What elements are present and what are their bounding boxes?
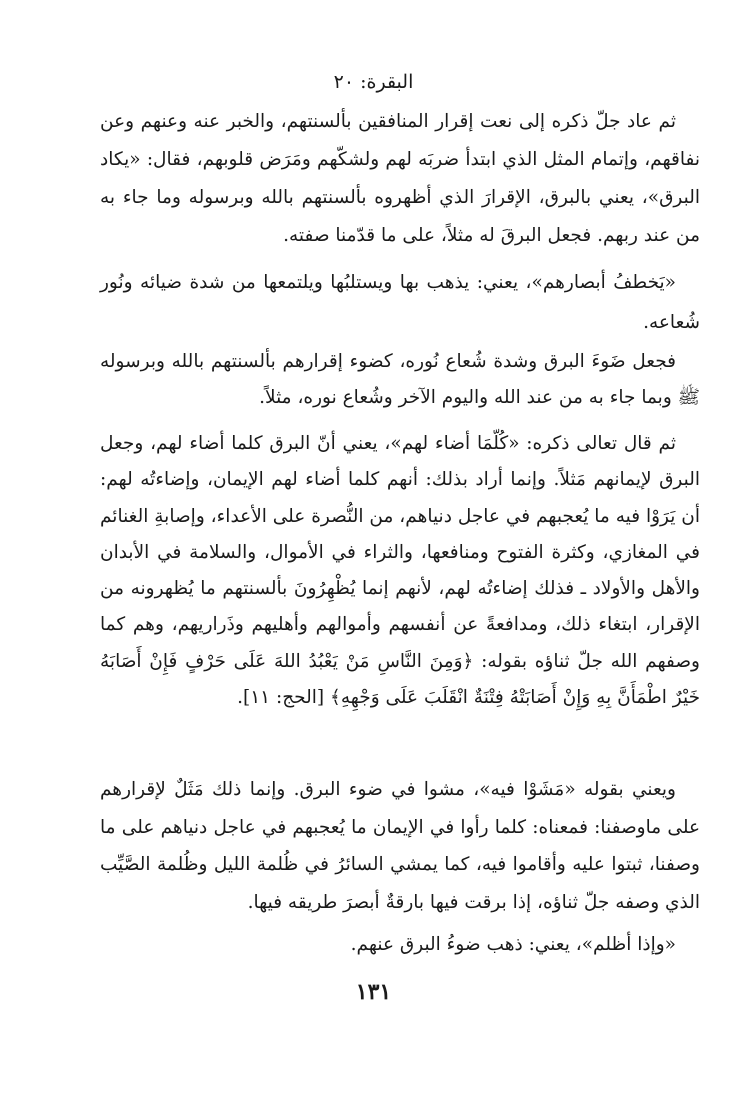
paragraph-3 — [100, 344, 700, 416]
page-header: البقرة: ٢٠ — [333, 71, 414, 93]
paragraph-5 — [100, 771, 700, 921]
paragraph-1 — [100, 103, 700, 255]
paragraph-text: «وإذا أظلم»، يعني: ذهب ضوءُ البرق عنهم. — [350, 934, 676, 955]
paragraph-text: ثم قال تعالى ذكره: «كُلّمَا أضاء لهم»، يعني أنّ البرق كلما أضاء لهم، وجعل البرق لإيمانهم مَثلاً. وإنما أراد بذلك: أنهم كلما أضاء لهم الإيمان، وإضاءتُه لهم: أن يَرَوْا فيه ما يُعجبهم في عاجل دنياهم، من النُّصرة على الأعداء، وإصابةِ الغنائم في المغازي، وكثرة الفتوح ومنافعها، والثراء في الأموال، والسلامة في الأبدان والأهل والأولاد ـ فذلك إضاءتُه لهم، لأنهم إنما يُظْهِرُونَ بألسنتهم ما يُظهرونه من الإقرار، ابتغاء ذلك، ومدافعةً عن أنفسهم وأموالهم وأهليهم وذَراريهم، وهم كما وصفهم الله جلّ ثناؤه بقوله: ﴿وَمِنَ النَّاسِ مَنْ يَعْبُدُ اللهَ عَلَى حَرْفٍ فَإِنْ أَصَابَهُ خَيْرٌ اطْمَأَنَّ بِهِ وَإِنْ أَصَابَتْهُ فِتْنَةٌ انْقَلَبَ عَلَى وَجْهِهِ﴾ [الحج: ١١]. — [100, 433, 700, 709]
paragraph-6 — [100, 926, 700, 964]
paragraph-text: فجعل ضَوءَ البرق وشدة شُعاع نُوره، كضوء إقرارهم بألسنتهم بالله وبرسوله ﷺ وبما جاء به من عند الله واليوم الآخر وشُعاع نوره، مثلاً. — [100, 351, 700, 408]
paragraph-2 — [100, 263, 700, 343]
paragraph-text: ثم عاد جلّ ذكره إلى نعت إقرار المنافقين بألسنتهم، والخبر عنه وعنهم وعن نفاقهم، وإتمام المثل الذي ابتدأ ضربَه لهم ولشكّهم ومَرَض قلوبهم، فقال: «يكاد البرق»، يعني بالبرق، الإقرارَ الذي أظهروه بألسنتهم بالله وبرسوله وما جاء به من عند ربهم. فجعل البرقَ له مثلاً، على ما قدّمنا صفته. — [100, 111, 700, 246]
page-number: ١٣١ — [355, 979, 392, 1005]
paragraph-text: «يَخطفُ أبصارهم»، يعني: يذهب بها ويستلبُها ويلتمعها من شدة ضيائه ونُور شُعاعه. — [100, 272, 700, 333]
paragraph-4 — [100, 426, 700, 716]
paragraph-text: ويعني بقوله «مَشَوْا فيه»، مشوا في ضوء البرق. وإنما ذلك مَثَلٌ لإقرارهم على ماوصفنا: فمعناه: كلما رأوا في الإيمان ما يُعجبهم في عاجل دنياهم على ما وصفنا، ثبتوا عليه وأقاموا فيه، كما يمشي السائرُ في ظُلمة الليل وظُلمة الصَّيِّب الذي وصفه جلّ ثناؤه، إذا برقت فيها بارقةٌ أبصرَ طريقه فيها. — [100, 779, 700, 913]
